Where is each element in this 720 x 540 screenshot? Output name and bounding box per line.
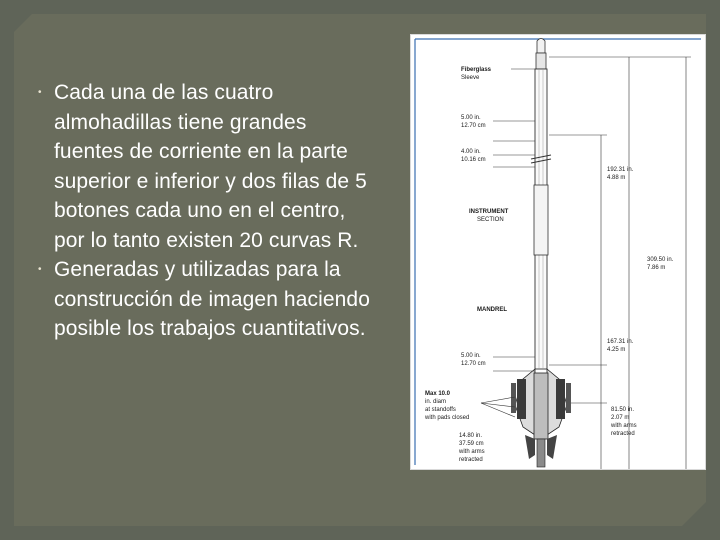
label-pads-diam: in. diam <box>425 399 447 405</box>
bullet-icon: • <box>38 87 42 98</box>
label-right-4-metric: 2.07 m <box>611 415 630 421</box>
bullet-item <box>38 255 378 344</box>
tool-diagram-image <box>410 34 706 470</box>
label-instrument: INSTRUMENT <box>469 209 509 215</box>
bullet-text: Generadas y utilizadas para la construcción de imagen haciendo posible los trabajos cuantitativos. <box>54 258 370 340</box>
label-right-3: 167.31 in. <box>607 339 634 345</box>
label-bottom-retracted: retracted <box>459 457 483 463</box>
label-fiberglass: Fiberglass <box>461 67 492 73</box>
label-right-3-metric: 4.25 m <box>607 347 626 353</box>
label-length-3-metric: 12.70 cm <box>461 361 486 367</box>
label-right-4-arms: with arms <box>611 423 637 429</box>
label-right-2-metric: 7.86 m <box>647 265 666 271</box>
label-right-1-metric: 4.88 m <box>607 175 626 181</box>
label-right-4-retracted: retracted <box>611 431 635 437</box>
label-pads-standoffs: at standoffs <box>425 407 456 413</box>
bullet-text: Cada una de las cuatro almohadillas tiene grandes fuentes de corriente en la parte superior e inferior y dos filas de 5 botones cada uno en el centro, por lo tanto existen 20 curvas R. <box>54 81 367 252</box>
label-pads: Max 10.0 <box>425 391 451 397</box>
tool-diagram <box>411 35 705 469</box>
label-length-2: 4.00 in. <box>461 149 481 155</box>
label-length-1: 5.00 in. <box>461 115 481 121</box>
label-bottom: 14.80 in. <box>459 433 483 439</box>
label-pads-closed: with pads closed <box>425 415 470 421</box>
label-length-1-metric: 12.70 cm <box>461 123 486 129</box>
bullet-icon: • <box>38 264 42 275</box>
label-length-2-metric: 10.16 cm <box>461 157 486 163</box>
label-mandrel: MANDREL <box>477 307 507 313</box>
label-bottom-metric: 37.59 cm <box>459 441 484 447</box>
bullet-item <box>38 78 378 255</box>
bullet-list <box>38 78 378 344</box>
label-right-4: 81.50 in. <box>611 407 635 413</box>
label-fiberglass-sub: Sleeve <box>461 75 480 81</box>
label-right-2: 309.50 in. <box>647 257 674 263</box>
label-right-1: 192.31 in. <box>607 167 634 173</box>
label-instrument-sub: SECTION <box>477 217 504 223</box>
label-length-3: 5.00 in. <box>461 353 481 359</box>
label-bottom-arms: with arms <box>459 449 485 455</box>
